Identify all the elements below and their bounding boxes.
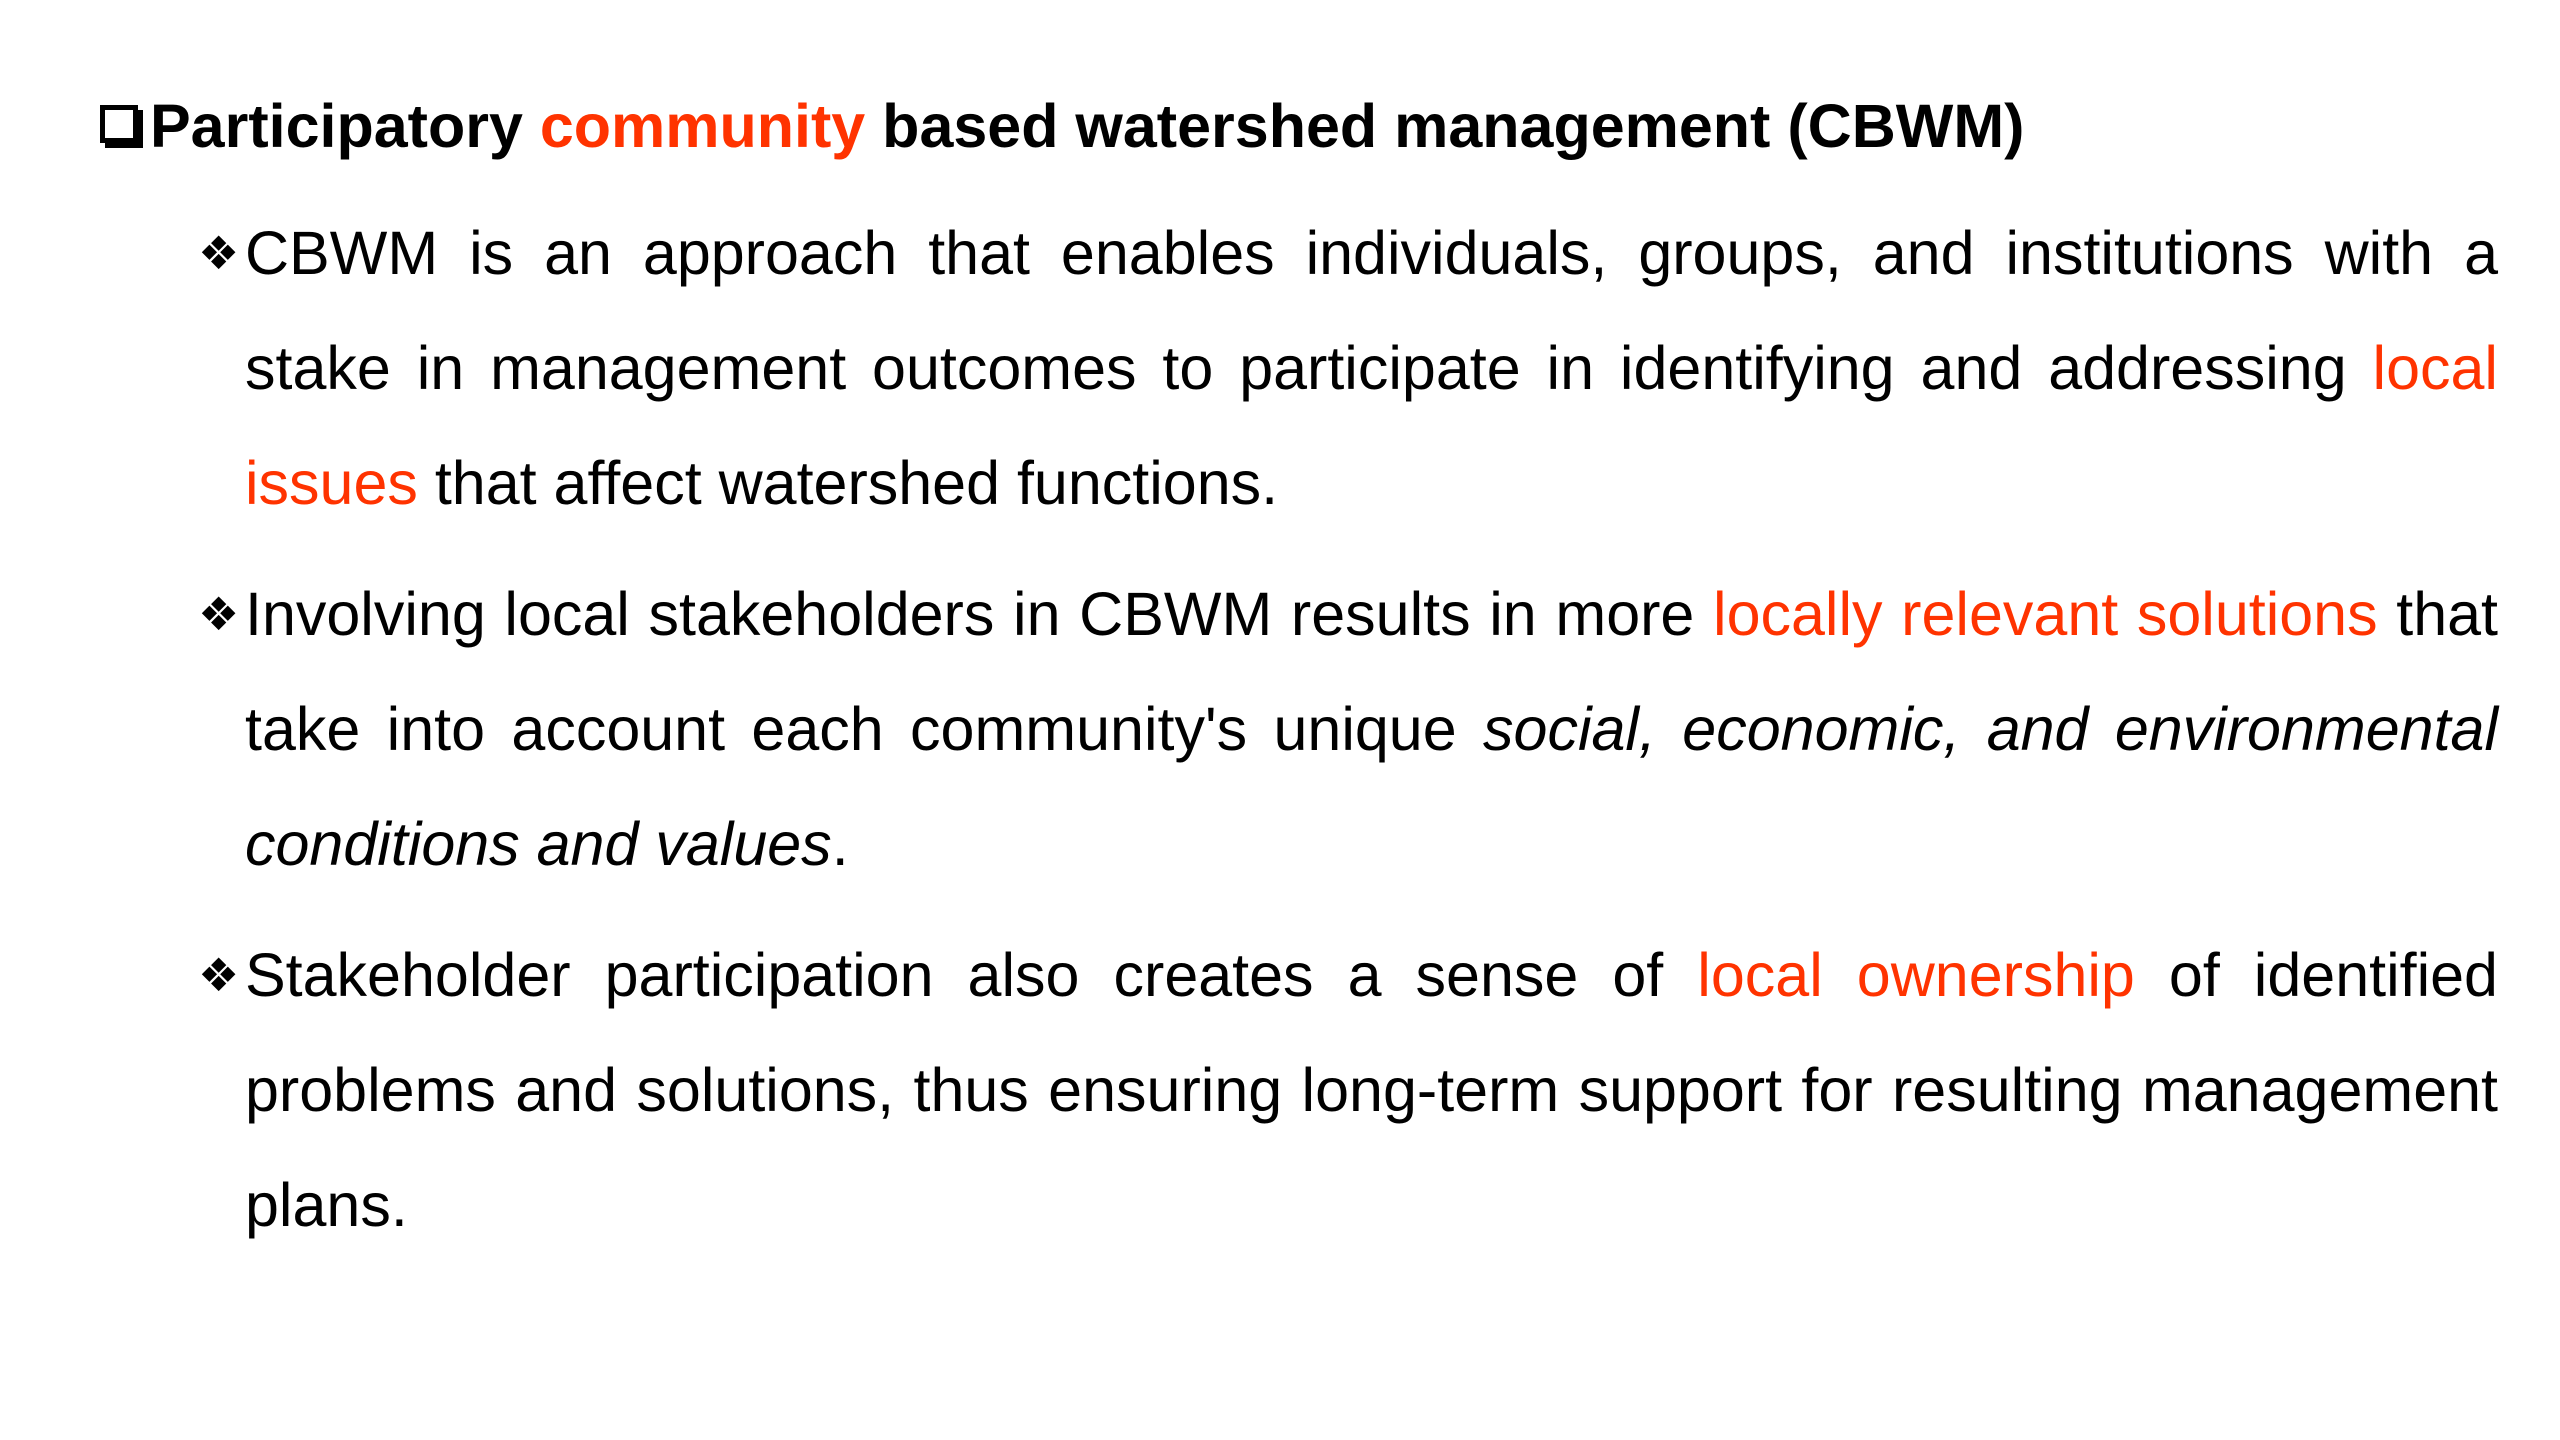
bullet-2-highlight: locally relevant solutions [1713, 580, 2378, 648]
diamond-bullet-icon: ❖ [198, 588, 240, 640]
heading-highlight: community [539, 92, 866, 160]
bullet-1-text-2: that affect watershed functions. [417, 449, 1279, 517]
bullet-2-italic: social, economic, and environmental conditions and values [245, 695, 2498, 878]
bullet-2-text-2: that take into account each community's unique [245, 580, 2498, 763]
bullet-1-highlight: local issues [245, 334, 2498, 517]
bullet-3-highlight: local ownership [1697, 941, 2135, 1009]
square-bullet-icon [100, 105, 138, 143]
bullet-3-text-2: of identified problems and solutions, thus ensuring long-term support for resulting management plans. [245, 941, 2498, 1239]
bullet-paragraph-1 [198, 196, 2498, 541]
diamond-bullet-icon: ❖ [198, 949, 240, 1001]
heading-text-2: based watershed management (CBWM) [865, 92, 2025, 160]
bullet-2-text-3: . [831, 810, 849, 878]
bullet-1-text-1: CBWM is an approach that enables individuals, groups, and institutions with a stake in management outcomes to participate in identifying and addressing [245, 219, 2498, 402]
diamond-bullet-icon: ❖ [198, 227, 240, 279]
bullet-3-text-1: Stakeholder participation also creates a sense of [245, 941, 1698, 1009]
heading-text-1: Participatory [150, 92, 540, 160]
bullet-2-text-1: Involving local stakeholders in CBWM results in more [245, 580, 1714, 648]
bullet-paragraph-2 [198, 557, 2498, 902]
slide-heading [100, 86, 2500, 166]
bullet-paragraph-3 [198, 918, 2498, 1263]
